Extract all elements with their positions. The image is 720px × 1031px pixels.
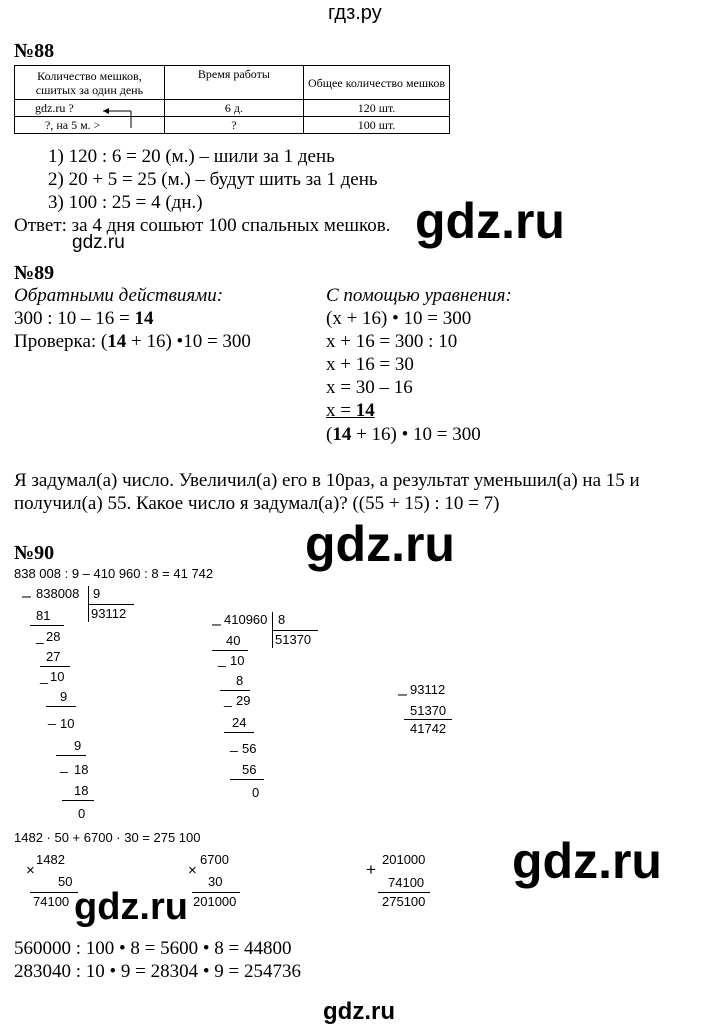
inverse-expression: 300 : 10 – 16 = (14, 308, 135, 329)
equation-answer-prefix: x = (326, 400, 356, 421)
problem-88-table (14, 65, 450, 134)
watermark: gdz.ru (323, 998, 395, 1025)
division-row: 18 (74, 783, 89, 798)
table-cell: ? (164, 117, 303, 134)
division-row: 9 (74, 738, 82, 753)
watermark: gdz.ru (74, 886, 188, 928)
table-header-total-bags: Общее количество мешков (304, 66, 450, 100)
problem-88-heading: №88 (14, 40, 55, 62)
minuend: 93112 (410, 682, 446, 697)
check-text: Проверка: ( (14, 331, 108, 352)
table-cell: 6 д. (164, 100, 303, 117)
division-row: 28 (46, 629, 61, 644)
quotient: 51370 (275, 632, 312, 647)
site-title: гдз.ру (328, 2, 382, 24)
inverse-solution (14, 308, 154, 330)
watermark: gdz.ru (415, 193, 565, 249)
subtrahend: 51370 (410, 703, 447, 718)
check-text: + 16) •10 = 300 (126, 331, 251, 352)
inverse-check (14, 331, 251, 353)
problem-89-heading: №89 (14, 262, 55, 284)
difference: 41742 (410, 721, 447, 736)
watermark: gdz.ru (72, 232, 125, 253)
method-title-inverse: Обратными действиями: (14, 285, 224, 306)
division-row: 18 (74, 762, 89, 777)
division-row: 9 (60, 689, 68, 704)
division-row: 24 (232, 715, 247, 730)
check-text: ( (326, 424, 333, 445)
division-row: 27 (46, 649, 61, 664)
multiplicand: 6700 (200, 852, 229, 867)
division-row: 81 (36, 608, 51, 623)
product: 201000 (193, 894, 237, 909)
division-row: 10 (230, 653, 245, 668)
problem-88-step-2: 2) 20 + 5 = 25 (м.) – будут шить за 1 день (48, 169, 378, 190)
division-row: 29 (236, 693, 251, 708)
divisor: 8 (278, 612, 286, 627)
table-cell: gdz.ru ? (15, 100, 165, 117)
division-row: 10 (50, 669, 65, 684)
problem-90-heading: №90 (14, 542, 55, 564)
divisor: 9 (93, 586, 101, 601)
problem-88-step-3: 3) 100 : 25 = 4 (дн.) (48, 192, 203, 213)
table-header-work-time: Время работы (164, 66, 303, 100)
expression-2: 1482 · 50 + 6700 · 30 = 275 100 (14, 830, 201, 845)
dividend: 838008 (36, 586, 80, 601)
equation-line: x + 16 = 300 : 10 (326, 331, 458, 352)
watermark: gdz.ru (305, 516, 455, 572)
multiplicand: 1482 (36, 852, 65, 867)
division-row: 10 (60, 716, 75, 731)
problem-88-step-1: 1) 120 : 6 = 20 (м.) – шили за 1 день (48, 146, 335, 167)
dividend: 410960 (224, 612, 268, 627)
equation-line: x + 16 = 30 (326, 354, 414, 375)
watermark: gdz.ru (512, 833, 662, 889)
problem-88-answer: Ответ: за 4 дня сошьют 100 спальных мешков. (14, 215, 391, 236)
answer-value: 14 (332, 424, 352, 445)
table-cell: 100 шт. (304, 117, 450, 134)
minus-sign: – (22, 588, 31, 605)
answer-value: 14 (134, 308, 154, 329)
riddle-line-1: Я задумал(а) число. Увеличил(а) его в 10раз, а результат уменьшил(а) на 15 и (14, 470, 640, 491)
multiplier: 30 (208, 874, 223, 889)
division-row: 0 (252, 785, 260, 800)
arrow-icon (95, 104, 137, 134)
answer-value: 14 (107, 331, 127, 352)
table-header-bags-per-day: Количество мешков, сшитых за один день (15, 66, 165, 100)
quotient: 93112 (91, 606, 127, 621)
equation-check (326, 424, 481, 446)
division-row: 56 (242, 741, 257, 756)
riddle-line-2: получил(а) 55. Какое число я задумал(а)? ((55 + 15) : 10 = 7) (14, 493, 500, 514)
expression-1: 838 008 : 9 – 410 960 : 8 = 41 742 (14, 566, 214, 581)
computation-line-3: 560000 : 100 • 8 = 5600 • 8 = 44800 (14, 938, 292, 959)
division-row: 0 (78, 806, 86, 821)
computation-line-4: 283040 : 10 • 9 = 28304 • 9 = 254736 (14, 961, 302, 982)
division-row: 40 (226, 633, 241, 648)
table-cell: ?, на 5 м. > (15, 117, 165, 134)
equation-answer (326, 400, 375, 422)
addend: 74100 (388, 875, 425, 890)
equation-line: (x + 16) • 10 = 300 (326, 308, 472, 329)
method-title-equation: С помощью уравнения: (326, 285, 512, 306)
addend: 201000 (382, 852, 426, 867)
multiplier: 50 (58, 874, 73, 889)
division-row: 8 (236, 673, 244, 688)
answer-value: 14 (355, 400, 375, 421)
sum: 275100 (382, 894, 426, 909)
division-row: 56 (242, 762, 257, 777)
equation-line: x = 30 – 16 (326, 377, 413, 398)
check-text: + 16) • 10 = 300 (351, 424, 481, 445)
table-cell: 120 шт. (304, 100, 450, 117)
product: 74100 (33, 894, 70, 909)
